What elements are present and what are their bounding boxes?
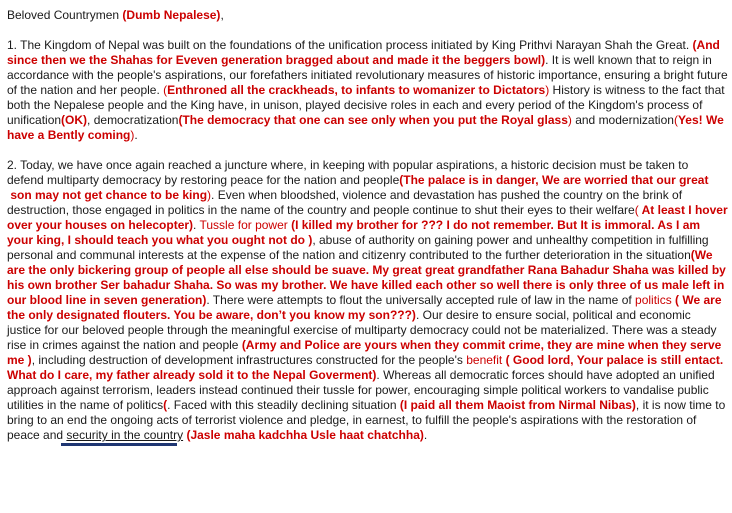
text-segment: Beloved Countrymen — [7, 8, 123, 22]
text-segment: ( — [634, 203, 639, 217]
text-segment: , abuse of authority on gaining power and unhealthy competition in fulfilling personal and communal interests at the expense of the nation and citizenry contributed to the further deterioration in the situation — [7, 233, 709, 262]
text-segment: . It is well known that to reign in accordance with the people's aspirations, our forefathers initiated revolutionary measures of historic importance, ensuring a bright future of the nation and her people. — [7, 53, 728, 97]
salutation-line — [7, 8, 728, 23]
text-segment: (We are the only bickering group of people all else should be suave. My great great grandfather Rana Bahadur Shaha was killed by his own brother Ser bahadur Shaha. So was my brother. We have killed each other so well there is only three of us male left in our blood line in seven generation) — [7, 248, 726, 307]
text-segment: Tussle for power — [199, 218, 292, 232]
text-segment: History is witness to the fact that both the Nepalese people and the King have, in unison, played decisive roles in each and every period of the Kingdom's process of unification — [7, 83, 725, 127]
text-segment: ( — [163, 83, 168, 97]
text-segment: (I killed my brother for ??? I do not remember. But It is immoral. As I am your king, I should teach you what you ought not do ) — [7, 218, 701, 247]
text-segment: (Dumb Nepalese) — [122, 8, 221, 22]
text-segment: (And since then we the Shahas for Eveven generation bragged about and made it the beggers bowl) — [7, 38, 720, 67]
text-segment: ( Good lord, Your palace is still entact. What do I care, my father already sold it to the Nepal Goverment) — [7, 353, 724, 382]
text-segment: . — [193, 218, 200, 232]
text-segment: ( — [673, 113, 678, 127]
text-segment: and modernization — [571, 113, 674, 127]
text-segment: , — [220, 8, 224, 22]
text-segment: Enthroned all the crackheads, to infants to womanizer to Dictators — [167, 83, 546, 97]
text-segment: 1. The Kingdom of Nepal was built on the foundations of the unification process initiated by King Prithvi Narayan Shah the Great. — [7, 38, 693, 52]
text-segment: At least I hover over your houses on helecopter) — [7, 203, 728, 232]
paragraph-2 — [7, 158, 728, 443]
text-segment: ( — [163, 398, 168, 412]
text-segment: ) — [567, 113, 572, 127]
text-segment: . Our desire to ensure social, political and economic justice for our beloved people through the meaningful exercise of multiparty democracy could not be materialized. There was a steady rise in crimes against the nation and people — [7, 308, 717, 352]
paragraph-1 — [7, 38, 728, 143]
text-segment: (The palace is in danger, We are worried that our great son may not get chance to be king — [7, 173, 709, 202]
text-segment: (Jasle maha kadchha Usle haat chatchha) — [186, 428, 424, 442]
text-segment: ) — [130, 128, 135, 142]
document-page — [7, 8, 728, 443]
text-segment: . Whereas all democratic forces should have adopted an unified approach against terrorism, leaders instead continued their tussle for power, encouraging simple political workers to vandalise public utilities in the name of politics — [7, 368, 715, 412]
text-segment: ( We are the only designated flouters. You be aware, don’t you know my son???) — [7, 293, 722, 322]
text-segment: , it is now time to bring to an end the ongoing acts of terrorist violence and pledge, in earnest, to fulfill the people's aspirations with the restoration of peace and — [7, 398, 726, 442]
underlined-marked-phrase: security in the country — [66, 428, 184, 442]
text-segment: (I paid all them Maoist from Nirmal Nibas) — [399, 398, 636, 412]
text-segment: (Army and Police are yours when they commit crime, they are mine when they serve me ) — [7, 338, 722, 367]
text-segment: (OK) — [61, 113, 88, 127]
text-segment: politics — [635, 293, 676, 307]
text-segment: benefit — [466, 353, 506, 367]
text-segment: ) — [545, 83, 550, 97]
text-segment: , democratization — [87, 113, 179, 127]
text-segment: . There were attempts to flout the universally accepted rule of law in the name of — [206, 293, 636, 307]
text-segment: , including destruction of development infrastructures constructed for the people's — [31, 353, 467, 367]
text-segment: 2. Today, we have once again reached a juncture where, in keeping with popular aspirations, a historic decision must be taken to defend multiparty democracy by restoring peace for the nation and people — [7, 158, 689, 187]
text-segment: . — [423, 428, 428, 442]
text-segment: ) — [207, 188, 212, 202]
text-segment: (The democracy that one can see only when you put the Royal glass — [178, 113, 568, 127]
text-segment: . Even when bloodshed, violence and devastation has pushed the country on the brink of destruction, those engaged in politics in the name of the country and people continue to shut their eyes to their welfare — [7, 188, 683, 217]
text-segment: . Faced with this steadily declining situation — [167, 398, 400, 412]
text-segment: . — [134, 128, 138, 142]
text-segment: Yes! We have a Bently coming — [7, 113, 724, 142]
